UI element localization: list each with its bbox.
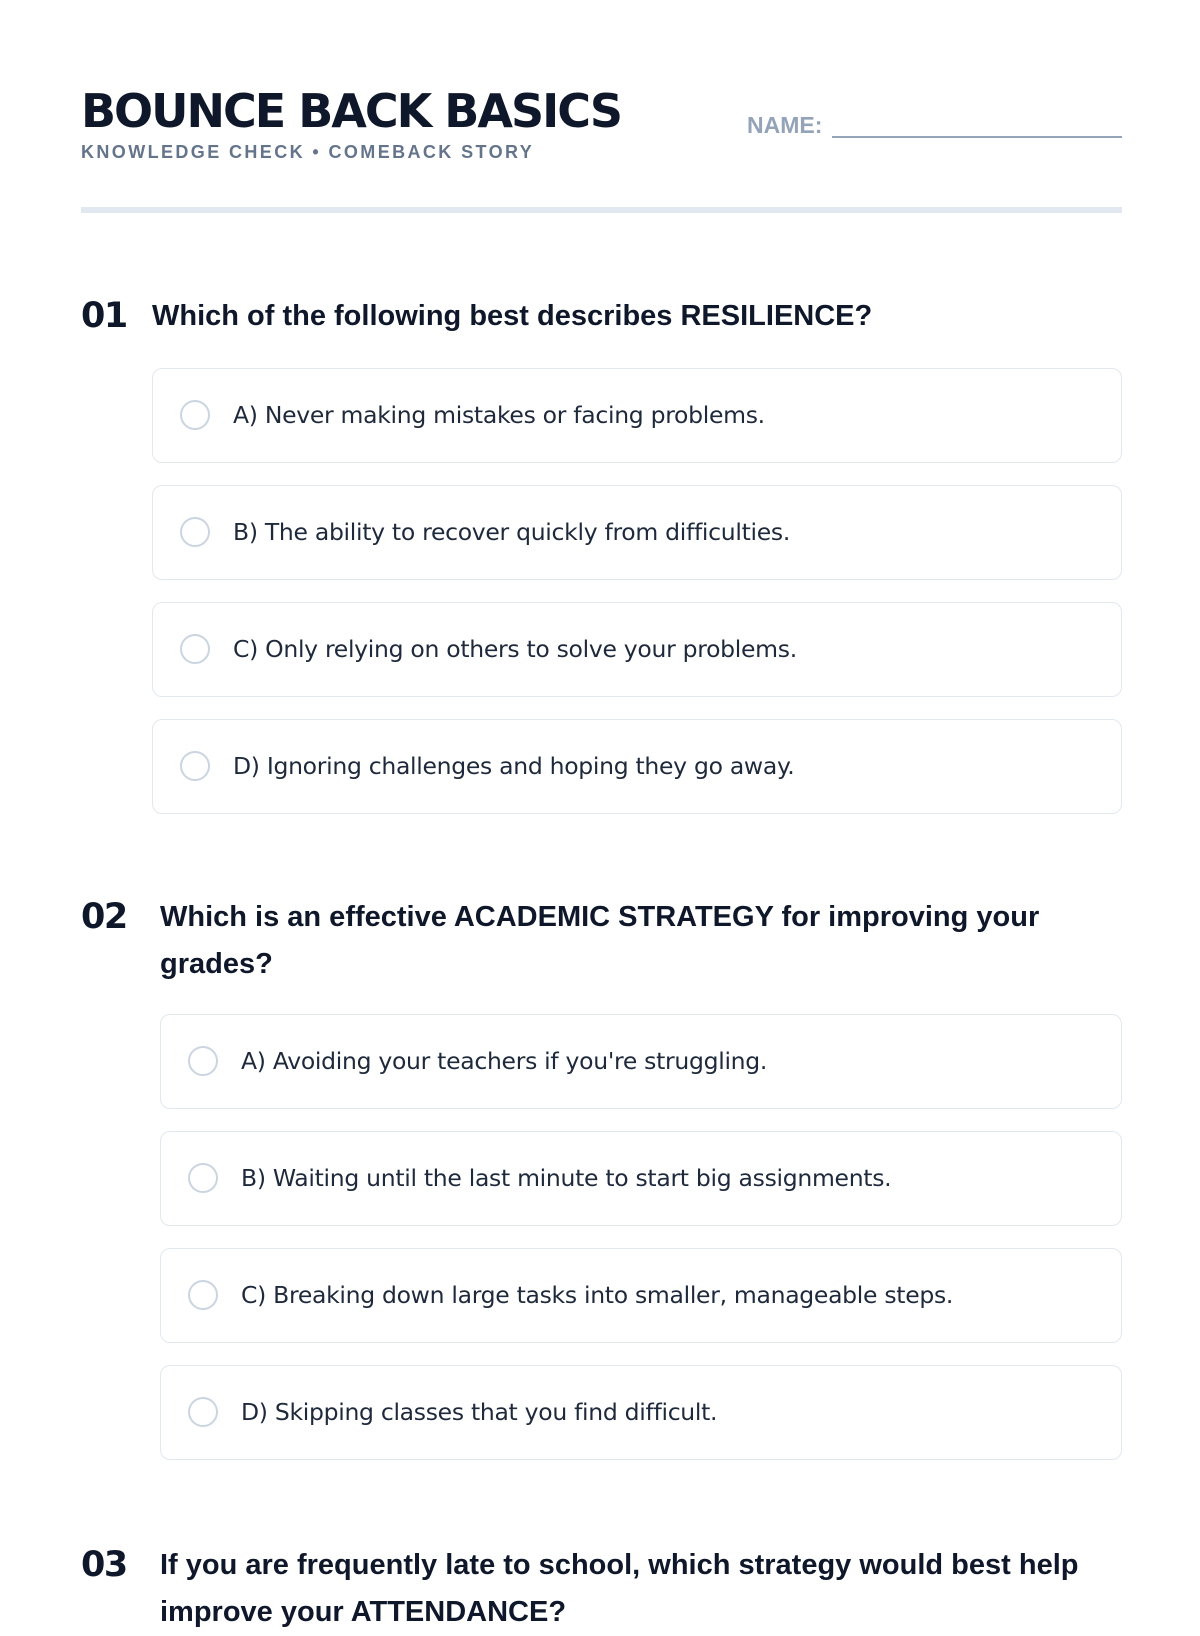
answer-option-d[interactable] [152,719,1122,814]
question-2 [81,894,1122,1464]
header-divider [81,207,1122,213]
radio-button[interactable] [180,634,210,664]
radio-button[interactable] [188,1046,218,1076]
radio-button[interactable] [180,751,210,781]
option-label: B) Waiting until the last minute to start big assignments. [241,1164,892,1192]
question-number: 02 [81,897,127,937]
answer-option-d[interactable] [160,1365,1122,1460]
name-field[interactable] [747,106,1122,146]
answer-option-b[interactable] [152,485,1122,580]
radio-button[interactable] [180,517,210,547]
answer-option-a[interactable] [160,1014,1122,1109]
radio-button[interactable] [188,1280,218,1310]
question-text: Which of the following best describes RESILIENCE? [152,300,873,332]
option-label: B) The ability to recover quickly from difficulties. [233,518,791,546]
option-label: A) Never making mistakes or facing problems. [233,401,765,429]
question-number: 01 [81,296,127,336]
question-3 [81,1542,1122,1628]
worksheet-header [81,84,1122,174]
answer-option-a[interactable] [152,368,1122,463]
answer-option-c[interactable] [152,602,1122,697]
option-label: C) Breaking down large tasks into smaller, manageable steps. [241,1281,954,1309]
option-label: A) Avoiding your teachers if you're struggling. [241,1047,768,1075]
question-number: 03 [81,1545,127,1585]
name-label: NAME: [747,112,823,138]
question-1 [81,293,1122,823]
option-label: C) Only relying on others to solve your problems. [233,635,797,663]
answer-option-b[interactable] [160,1131,1122,1226]
name-input-line[interactable] [832,136,1122,138]
answer-option-c[interactable] [160,1248,1122,1343]
worksheet-subtitle: KNOWLEDGE CHECK • COMEBACK STORY [81,142,535,162]
question-text: Which is an effective ACADEMIC STRATEGY for improving your grades? [160,901,1040,980]
worksheet-page [81,0,1122,1628]
option-label: D) Ignoring challenges and hoping they go away. [233,752,795,780]
worksheet-title: BOUNCE BACK BASICS [81,84,621,138]
option-label: D) Skipping classes that you find difficult. [241,1398,718,1426]
radio-button[interactable] [188,1397,218,1427]
radio-button[interactable] [188,1163,218,1193]
radio-button[interactable] [180,400,210,430]
question-text: If you are frequently late to school, which strategy would best help improve your ATTENDANCE? [160,1549,1079,1628]
